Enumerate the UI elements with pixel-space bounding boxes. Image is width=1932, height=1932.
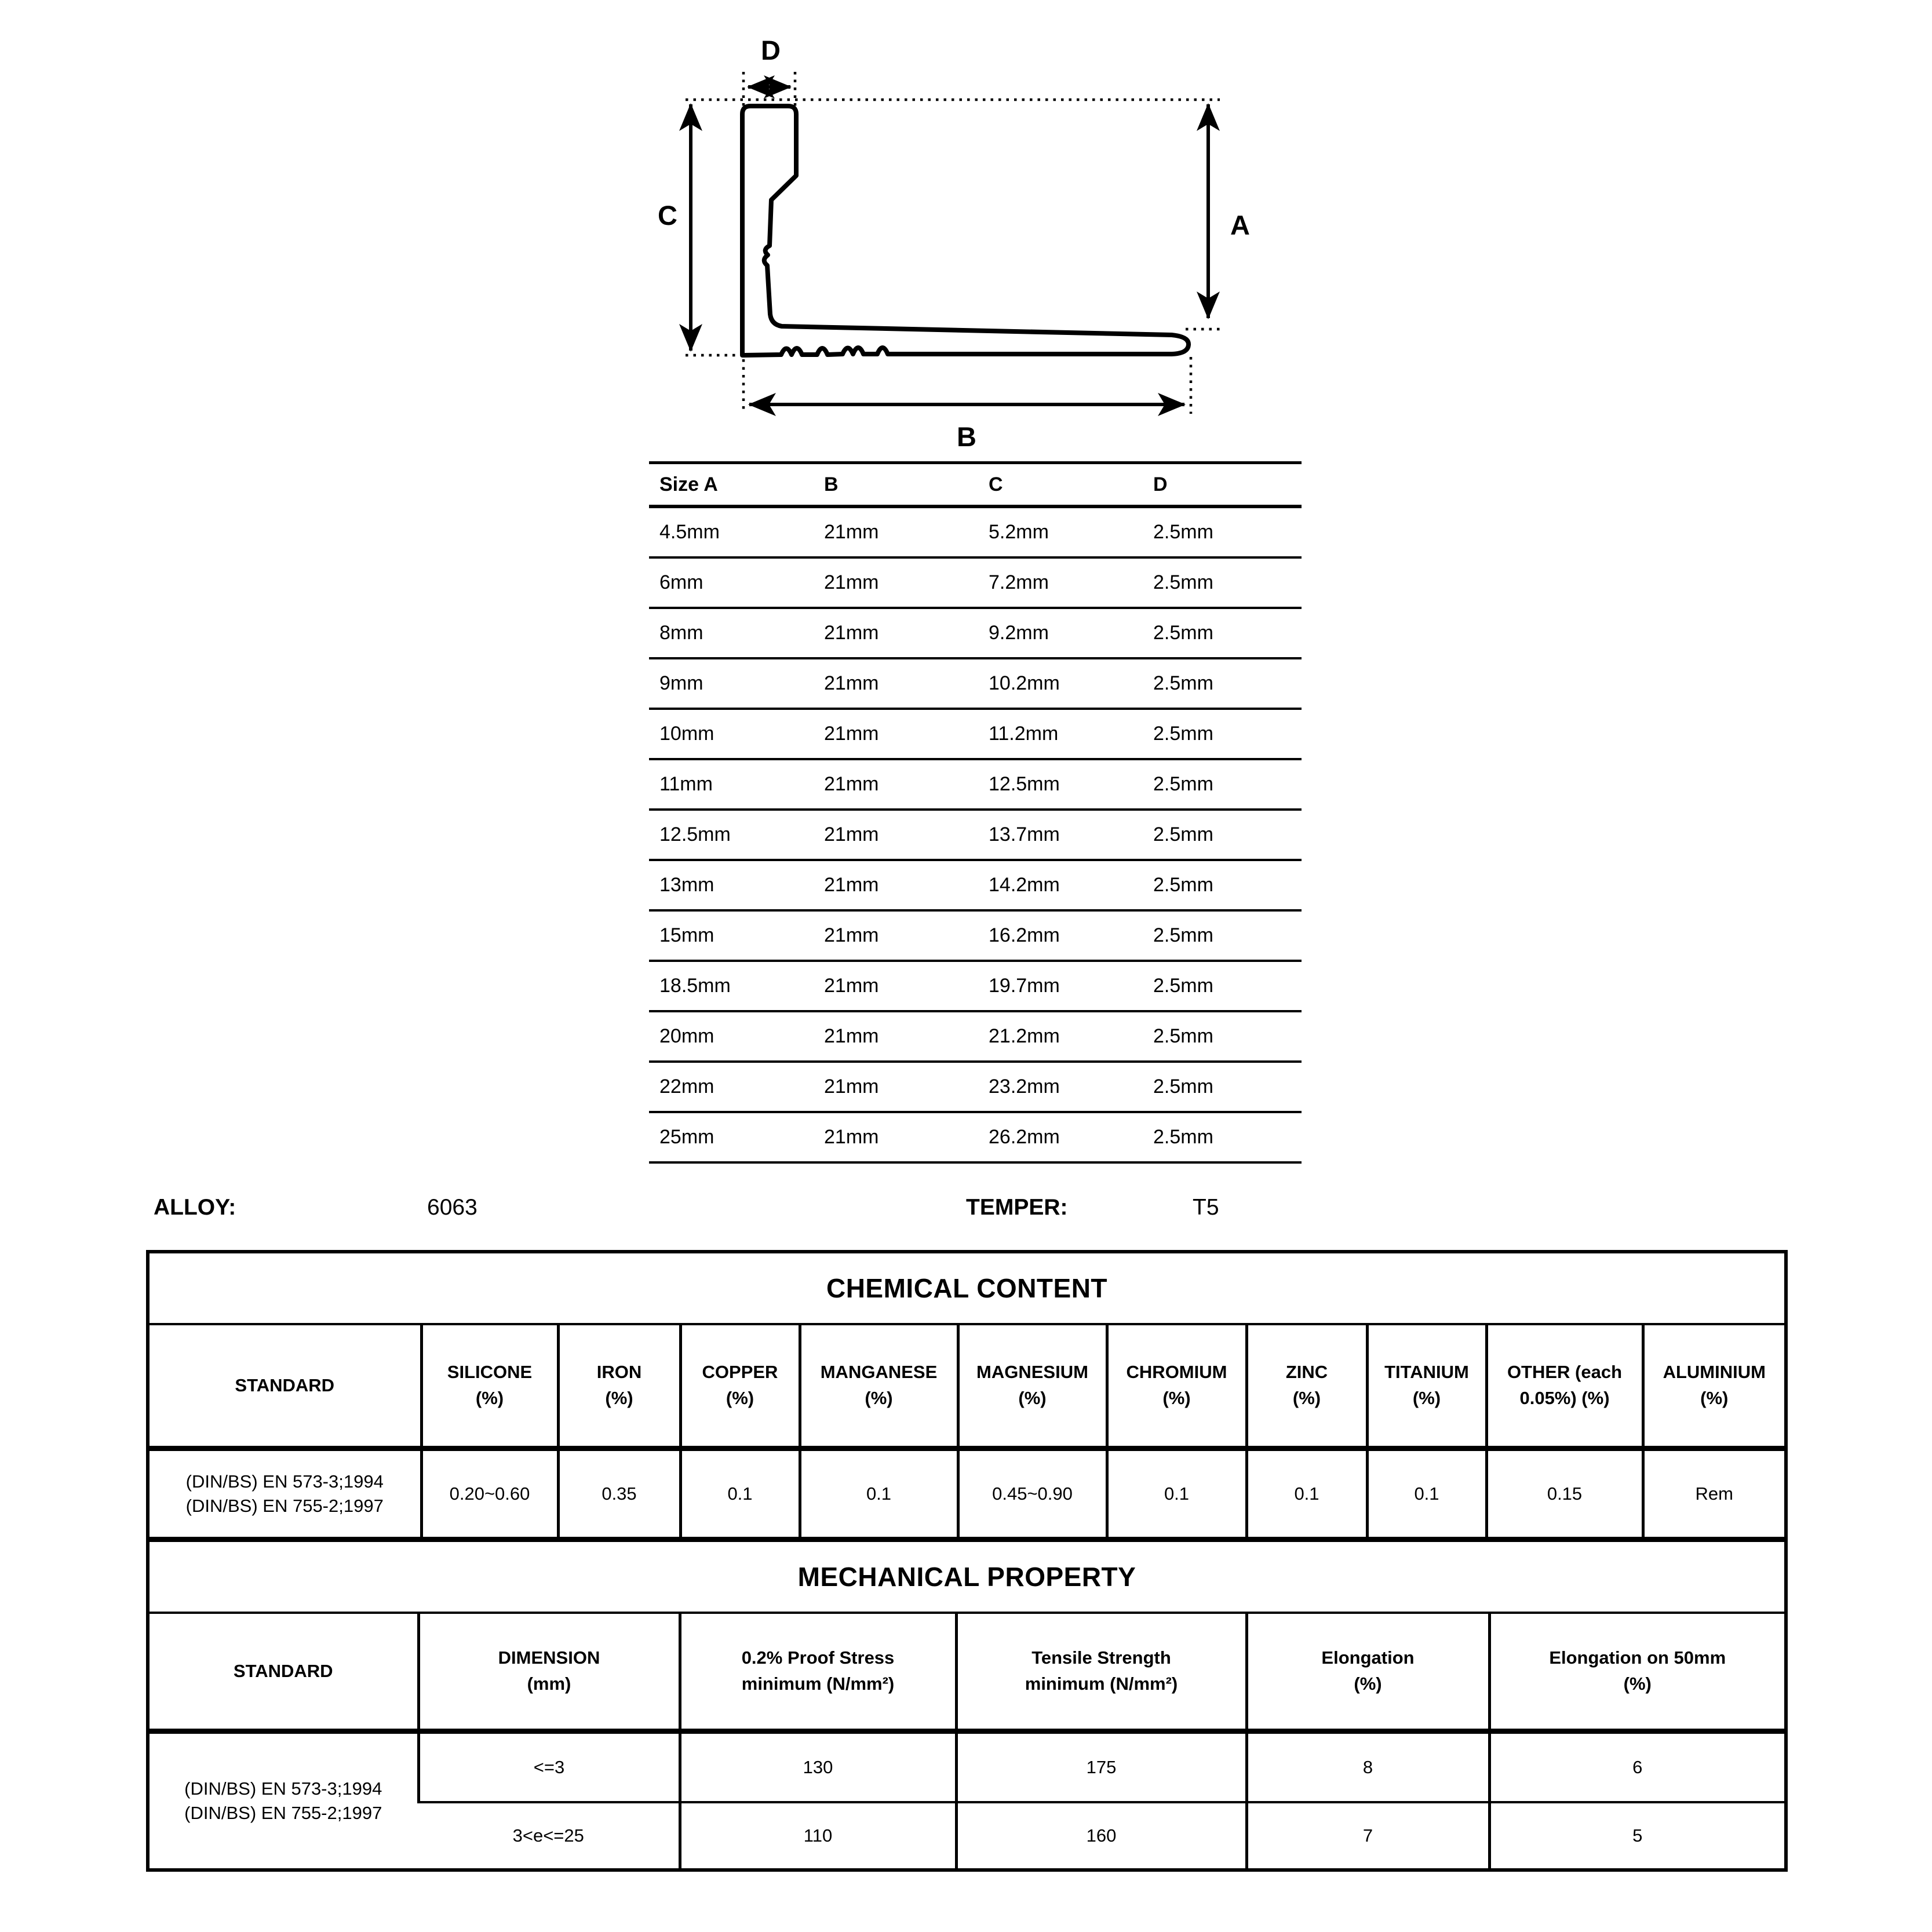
chemical-standard-cell xyxy=(150,1449,421,1537)
temper-label: TEMPER: xyxy=(966,1195,1068,1220)
standard-line2: (DIN/BS) EN 755-2;1997 xyxy=(185,1496,384,1516)
mechanical-property-title: MECHANICAL PROPERTY xyxy=(150,1542,1784,1614)
size-cell: 9.2mm xyxy=(978,608,1143,658)
mechanical-data-row xyxy=(150,1731,1784,1803)
size-cell: 2.5mm xyxy=(1143,759,1302,810)
size-cell: 21.2mm xyxy=(978,1011,1143,1062)
header-line2: (%) xyxy=(1623,1674,1652,1694)
mechanical-header-cell xyxy=(1246,1614,1489,1731)
size-cell: 21mm xyxy=(814,1112,978,1162)
chemical-header-cell xyxy=(1246,1325,1367,1449)
size-cell: 21mm xyxy=(814,910,978,961)
alloy-label: ALLOY: xyxy=(154,1195,236,1220)
size-cell: 21mm xyxy=(814,557,978,608)
chemical-value-cell: 0.15 xyxy=(1486,1449,1643,1537)
header-line1: Elongation on 50mm xyxy=(1549,1647,1726,1668)
mechanical-value-cell: 160 xyxy=(956,1802,1246,1868)
mechanical-value-cell: <=3 xyxy=(418,1731,680,1803)
mechanical-header-cell xyxy=(956,1614,1246,1731)
profile-outline xyxy=(742,106,1189,355)
size-cell: 21mm xyxy=(814,1062,978,1112)
chemical-header-cell xyxy=(958,1325,1107,1449)
mechanical-value-cell: 5 xyxy=(1489,1802,1784,1868)
header-line1: COPPER xyxy=(702,1362,778,1383)
header-line2: (%) xyxy=(1354,1674,1382,1694)
chemical-header-row xyxy=(150,1325,1784,1449)
size-row xyxy=(649,860,1302,910)
chemical-value-cell: 0.1 xyxy=(680,1449,800,1537)
chemical-header-cell xyxy=(800,1325,958,1449)
size-cell: 2.5mm xyxy=(1143,658,1302,709)
chemical-value-cell: 0.1 xyxy=(800,1449,958,1537)
header-line1: MAGNESIUM xyxy=(976,1362,1088,1383)
dim-label-a: A xyxy=(1230,210,1250,240)
chemical-value-cell: Rem xyxy=(1643,1449,1784,1537)
chemical-value-cell: 0.20~0.60 xyxy=(421,1449,558,1537)
size-cell: 21mm xyxy=(814,810,978,860)
mechanical-value-cell: 6 xyxy=(1489,1731,1784,1803)
mechanical-value-cell: 8 xyxy=(1246,1731,1489,1803)
header-line2: (%) xyxy=(1162,1388,1191,1408)
header-line2: (%) xyxy=(865,1388,893,1408)
size-cell: 26.2mm xyxy=(978,1112,1143,1162)
chemical-value-cell: 0.1 xyxy=(1107,1449,1246,1537)
size-row xyxy=(649,658,1302,709)
chemical-content-title: CHEMICAL CONTENT xyxy=(150,1253,1784,1325)
size-cell: 9mm xyxy=(649,658,814,709)
size-row xyxy=(649,910,1302,961)
size-row xyxy=(649,1062,1302,1112)
header-line1: DIMENSION xyxy=(498,1647,600,1668)
size-cell: 23.2mm xyxy=(978,1062,1143,1112)
size-row xyxy=(649,1112,1302,1162)
size-cell: 21mm xyxy=(814,506,978,557)
header-line1: SILICONE xyxy=(447,1362,533,1383)
mechanical-value-cell: 175 xyxy=(956,1731,1246,1803)
size-cell: 2.5mm xyxy=(1143,961,1302,1011)
size-row xyxy=(649,709,1302,759)
size-cell: 2.5mm xyxy=(1143,860,1302,910)
size-cell: 11.2mm xyxy=(978,709,1143,759)
size-cell: 11mm xyxy=(649,759,814,810)
size-cell: 15mm xyxy=(649,910,814,961)
header-line2: (mm) xyxy=(527,1674,571,1694)
size-cell: 21mm xyxy=(814,658,978,709)
size-header-cell: B xyxy=(814,463,978,507)
size-cell: 2.5mm xyxy=(1143,1062,1302,1112)
size-row xyxy=(649,557,1302,608)
header-line2: (%) xyxy=(1700,1388,1729,1408)
header-line2: minimum (N/mm²) xyxy=(741,1674,895,1694)
size-row xyxy=(649,608,1302,658)
size-cell: 21mm xyxy=(814,860,978,910)
header-line1: MANGANESE xyxy=(820,1362,938,1383)
mechanical-header-row xyxy=(150,1614,1784,1731)
header-line1: OTHER (each xyxy=(1507,1362,1623,1383)
chemical-header-cell xyxy=(1107,1325,1246,1449)
chemical-value-cell: 0.1 xyxy=(1367,1449,1486,1537)
chemical-header-cell xyxy=(558,1325,680,1449)
chemical-header-standard: STANDARD xyxy=(150,1325,421,1449)
standard-line1: (DIN/BS) EN 573-3;1994 xyxy=(185,1471,384,1492)
size-cell: 10.2mm xyxy=(978,658,1143,709)
header-line2: minimum (N/mm²) xyxy=(1025,1674,1178,1694)
temper-value: T5 xyxy=(1193,1195,1219,1220)
size-cell: 10mm xyxy=(649,709,814,759)
size-cell: 25mm xyxy=(649,1112,814,1162)
size-row xyxy=(649,759,1302,810)
size-cell: 12.5mm xyxy=(649,810,814,860)
size-row xyxy=(649,506,1302,557)
chemical-header-cell xyxy=(1367,1325,1486,1449)
chemical-data-row xyxy=(150,1449,1784,1537)
standard-line2: (DIN/BS) EN 755-2;1997 xyxy=(184,1803,382,1823)
size-cell: 2.5mm xyxy=(1143,1112,1302,1162)
size-cell: 6mm xyxy=(649,557,814,608)
size-cell: 2.5mm xyxy=(1143,608,1302,658)
chemical-table xyxy=(150,1325,1784,1537)
size-cell: 21mm xyxy=(814,759,978,810)
chemical-value-cell: 0.45~0.90 xyxy=(958,1449,1107,1537)
header-line1: Tensile Strength xyxy=(1031,1647,1171,1668)
size-cell: 21mm xyxy=(814,1011,978,1062)
mechanical-header-cell xyxy=(680,1614,956,1731)
header-line1: ALUMINIUM xyxy=(1663,1362,1766,1383)
mechanical-value-cell: 110 xyxy=(680,1802,956,1868)
header-line1: CHROMIUM xyxy=(1126,1362,1227,1383)
chemical-header-cell xyxy=(421,1325,558,1449)
size-cell: 13.7mm xyxy=(978,810,1143,860)
spec-table xyxy=(146,1250,1788,1872)
mechanical-value-cell: 3<e<=25 xyxy=(512,1825,584,1846)
mechanical-header-standard: STANDARD xyxy=(150,1614,418,1731)
header-line1: Elongation xyxy=(1321,1647,1415,1668)
header-line2: (%) xyxy=(1292,1388,1321,1408)
chemical-header-cell xyxy=(680,1325,800,1449)
size-table xyxy=(649,461,1302,1164)
size-header-row xyxy=(649,463,1302,507)
size-cell: 2.5mm xyxy=(1143,910,1302,961)
size-cell: 19.7mm xyxy=(978,961,1143,1011)
alloy-value: 6063 xyxy=(427,1195,477,1220)
size-row xyxy=(649,810,1302,860)
size-cell: 2.5mm xyxy=(1143,557,1302,608)
size-cell: 4.5mm xyxy=(649,506,814,557)
header-line2: 0.05%) (%) xyxy=(1519,1388,1610,1408)
dim-label-c: C xyxy=(658,200,677,231)
size-header-cell: D xyxy=(1143,463,1302,507)
header-line2: (%) xyxy=(1412,1388,1441,1408)
header-line2: (%) xyxy=(1018,1388,1047,1408)
header-line1: ZINC xyxy=(1285,1362,1328,1383)
header-line2: (%) xyxy=(475,1388,504,1408)
size-cell: 2.5mm xyxy=(1143,709,1302,759)
dim-label-d: D xyxy=(761,35,781,65)
profile-diagram xyxy=(603,6,1310,464)
dim-label-b: B xyxy=(957,421,976,452)
chemical-header-cell xyxy=(1643,1325,1784,1449)
size-cell: 14.2mm xyxy=(978,860,1143,910)
size-cell: 8mm xyxy=(649,608,814,658)
size-cell: 21mm xyxy=(814,961,978,1011)
mechanical-header-cell xyxy=(1489,1614,1784,1731)
header-line1: TITANIUM xyxy=(1384,1362,1469,1383)
mechanical-standard-cell xyxy=(150,1731,418,1869)
size-cell: 20mm xyxy=(649,1011,814,1062)
chemical-header-cell xyxy=(1486,1325,1643,1449)
chemical-value-cell: 0.35 xyxy=(558,1449,680,1537)
mechanical-value-cell: 7 xyxy=(1246,1802,1489,1868)
size-cell: 2.5mm xyxy=(1143,506,1302,557)
size-cell: 12.5mm xyxy=(978,759,1143,810)
size-header-cell: Size A xyxy=(649,463,814,507)
header-line2: (%) xyxy=(605,1388,633,1408)
mechanical-header-cell xyxy=(418,1614,680,1731)
size-cell: 2.5mm xyxy=(1143,1011,1302,1062)
size-row xyxy=(649,961,1302,1011)
header-line1: 0.2% Proof Stress xyxy=(741,1647,895,1668)
size-cell: 21mm xyxy=(814,608,978,658)
chemical-value-cell: 0.1 xyxy=(1246,1449,1367,1537)
size-cell: 13mm xyxy=(649,860,814,910)
size-cell: 16.2mm xyxy=(978,910,1143,961)
size-cell: 5.2mm xyxy=(978,506,1143,557)
standard-line1: (DIN/BS) EN 573-3;1994 xyxy=(184,1778,382,1799)
size-cell: 21mm xyxy=(814,709,978,759)
header-line2: (%) xyxy=(726,1388,754,1408)
size-cell: 18.5mm xyxy=(649,961,814,1011)
size-row xyxy=(649,1011,1302,1062)
mechanical-value-cell: 130 xyxy=(680,1731,956,1803)
header-line1: IRON xyxy=(596,1362,642,1383)
mechanical-table xyxy=(150,1614,1784,1868)
size-header-cell: C xyxy=(978,463,1143,507)
size-cell: 22mm xyxy=(649,1062,814,1112)
size-cell: 2.5mm xyxy=(1143,810,1302,860)
size-cell: 7.2mm xyxy=(978,557,1143,608)
